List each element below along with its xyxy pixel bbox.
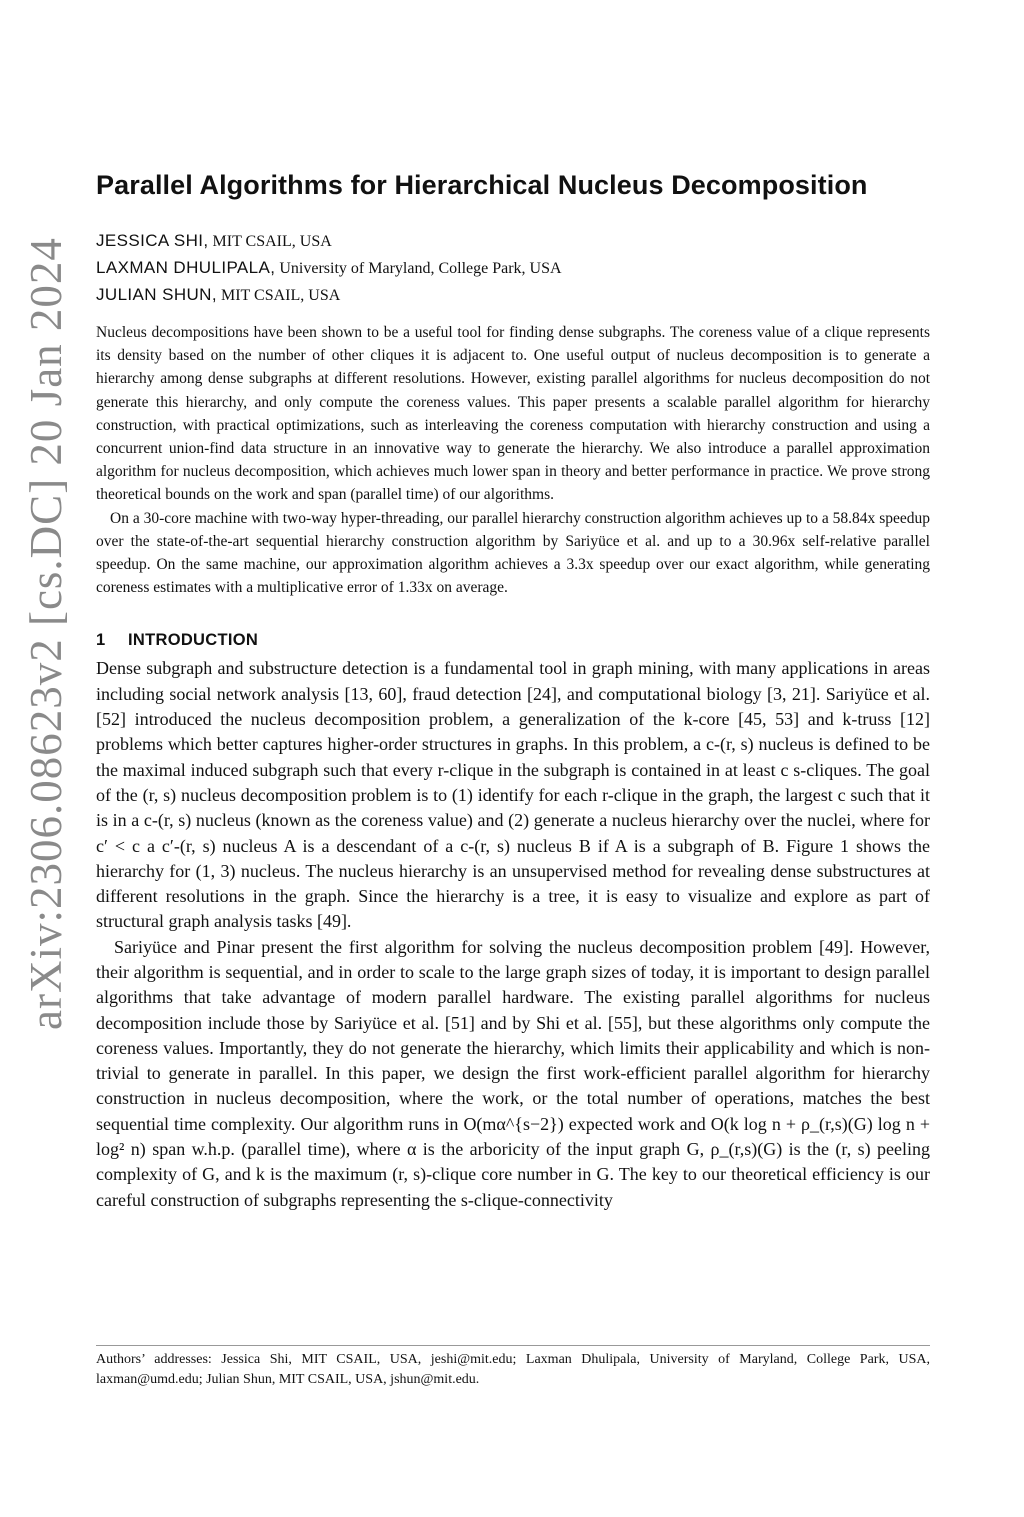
abstract-paragraph: On a 30-core machine with two-way hyper-threading, our parallel hierarchy construction algorithm achieves up to a 58.84x speedup over the state-of-the-art sequential hierarchy construction algorithm by Sariyüce et al. and up to a 30.96x self-relative parallel speedup. On the same machine, our approximation algorithm achieves a 3.3x speedup over our exact algorithm, while generating coreness estimates with a multiplicative error of 1.33x on average. bbox=[96, 509, 930, 597]
author-name: JULIAN SHUN, bbox=[96, 285, 217, 304]
author-address-footnote bbox=[96, 1345, 930, 1390]
section-heading bbox=[96, 631, 930, 650]
paper-page bbox=[96, 170, 930, 1213]
abstract-paragraph: Nucleus decompositions have been shown to be a useful tool for finding dense subgraphs. The coreness value of a clique represents its density based on the number of other cliques it is adjacent to. One useful output of nucleus decomposition is to generate a hierarchy among dense subgraphs at different resolutions. However, existing parallel algorithms for nucleus decomposition do not generate this hierarchy, and only compute the coreness values. This paper presents a scalable parallel algorithm for hierarchy construction, with practical optimizations, such as interleaving the coreness computation with hierarchy construction and using a concurrent union-find data structure in an innovative way to generate the hierarchy. We also introduce a parallel approximation algorithm for nucleus decomposition, which achieves much lower span in theory and better performance in practice. We prove strong theoretical bounds on the work and span (parallel time) of our algorithms. bbox=[96, 324, 930, 504]
footnote-text: Authors’ addresses: Jessica Shi, MIT CSAIL, USA, jeshi@mit.edu; Laxman Dhulipala, University of Maryland, College Park, USA, laxman@umd.edu; Julian Shun, MIT CSAIL, USA, jshun@mit.edu. bbox=[96, 1352, 930, 1387]
paper-title: Parallel Algorithms for Hierarchical Nucleus Decomposition bbox=[96, 170, 868, 200]
author-affiliation: University of Maryland, College Park, USA bbox=[279, 260, 562, 277]
arxiv-identifier-stamp: arXiv:2306.08623v2 [cs.DC] 20 Jan 2024 bbox=[21, 237, 71, 1030]
body-paragraph: Dense subgraph and substructure detection is a fundamental tool in graph mining, with many applications in areas including social network analysis [13, 60], fraud detection [24], and computational biology [3, 21]. Sariyüce et al. [52] introduced the nucleus decomposition problem, a generalization of the k-core [45, 53] and k-truss [12] problems which better captures higher-order structures in graphs. In this problem, a c-(r, s) nucleus is defined to be the maximal induced subgraph such that every r-clique in the subgraph is contained in at least c s-cliques. The goal of the (r, s) nucleus decomposition problem is to (1) identify for each r-clique in the graph, the largest c such that it is in a c-(r, s) nucleus (known as the coreness value) and (2) generate a nucleus hierarchy over the nuclei, where for c′ < c a c′-(r, s) nucleus A is a descendant of a c-(r, s) nucleus B if A is a subgraph of B. Figure 1 shows the hierarchy for (1, 3) nucleus. The nucleus hierarchy is an unsupervised method for revealing dense substructures at different resolutions in the graph. Since the hierarchy is a tree, it is easy to visualize and explore as part of structural graph analysis tasks [49]. bbox=[96, 658, 930, 932]
abstract bbox=[96, 321, 930, 599]
section-title: INTRODUCTION bbox=[128, 631, 259, 650]
body-paragraph: Sariyüce and Pinar present the first algorithm for solving the nucleus decomposition problem [49]. However, their algorithm is sequential, and in order to scale to the large graph sizes of today, it is important to design parallel algorithms that take advantage of modern parallel hardware. The existing parallel algorithms for nucleus decomposition include those by Sariyüce et al. [51] and by Shi et al. [55], but these algorithms only compute the coreness values. Importantly, they do not generate the hierarchy, which limits their applicability and which is non-trivial to generate in parallel. In this paper, we design the first work-efficient parallel algorithm for hierarchy construction in nucleus decomposition, where the work, or the total number of operations, matches the best sequential time complexity. Our algorithm runs in O(mα^{s−2}) expected work and O(k log n + ρ_(r,s)(G) log n + log² n) span w.h.p. (parallel time), where α is the arboricity of the input graph G, ρ_(r,s)(G) is the (r, s) peeling complexity of G, and k is the maximum (r, s)-clique core number in G. The key to our theoretical efficiency is our careful construction of subgraphs representing the s-clique-connectivity bbox=[96, 936, 930, 1210]
author-name: LAXMAN DHULIPALA, bbox=[96, 258, 276, 277]
section-number: 1 bbox=[96, 631, 106, 650]
author-name: JESSICA SHI, bbox=[96, 231, 209, 250]
author-entry bbox=[96, 255, 930, 282]
author-entry bbox=[96, 282, 930, 309]
author-entry bbox=[96, 228, 930, 255]
author-list bbox=[96, 228, 930, 309]
author-affiliation: MIT CSAIL, USA bbox=[221, 287, 341, 304]
author-affiliation: MIT CSAIL, USA bbox=[212, 233, 332, 250]
introduction-body bbox=[96, 656, 930, 1213]
